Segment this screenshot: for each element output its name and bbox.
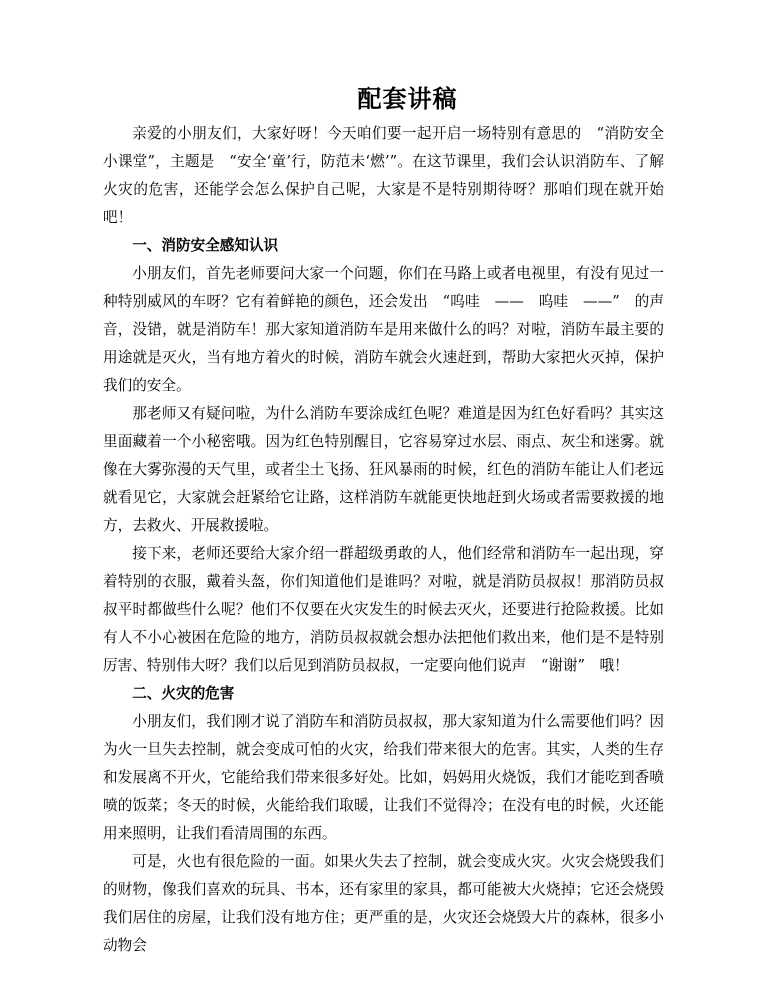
- red-color-paragraph: 那老师又有疑问啦，为什么消防车要涂成红色呢？难道是因为红色好看吗？其实这里面藏着一个小秘密哦。因为红色特别醒目，它容易穿过水层、雨点、灰尘和迷雾。就像在大雾弥漫的天气里，或者尘土飞扬、狂风暴雨的时候，红色的消防车能让人们老远就看见它，大家就会赶紧给它让路，这样消防车就能更快地赶到火场或者需要救援的地方，去救火、开展救援啦。: [103, 405, 664, 534]
- section-1-heading: 一、消防安全感知认识: [132, 237, 279, 254]
- intro-paragraph: 亲爱的小朋友们，大家好呀！今天咱们要一起开启一场特别有意思的 “消防安全小课堂”，主题是 “安全‘童’行，防范未‘燃’”。在这节课里，我们会认识消防车、了解火灾的危害，还能学会怎么保护自己呢，大家是不是特别期待呀？那咱们现在就开始吧！: [103, 125, 664, 226]
- document-page: [103, 83, 664, 960]
- firefighter-paragraph: 接下来，老师还要给大家介绍一群超级勇敢的人，他们经常和消防车一起出现，穿着特别的衣服，戴着头盔，你们知道他们是谁吗？对啦，就是消防员叔叔！那消防员叔叔平时都做些什么呢？他们不仅要在火灾发生的时候去灭火，还要进行抢险救援。比如有人不小心被困在危险的地方，消防员叔叔就会想办法把他们救出来，他们是不是特别厉害、特别伟大呀？我们以后见到消防员叔叔，一定要向他们说声 “谢谢” 哦！: [103, 545, 664, 674]
- fire-truck-paragraph: 小朋友们，首先老师要问大家一个问题，你们在马路上或者电视里，有没有见过一种特别威风的车呀？它有着鲜艳的颜色，还会发出 “呜哇 —— 呜哇 ——” 的声音，没错，就是消防车！那大家知道消防车是用来做什么的吗？对啦，消防车最主要的用途就是灭火，当有地方着火的时候，消防车就会火速赶到，帮助大家把火灭掉，保护我们的安全。: [103, 265, 664, 394]
- fire-benefit-paragraph: 小朋友们，我们刚才说了消防车和消防员叔叔，那大家知道为什么需要他们吗？因为火一旦失去控制，就会变成可怕的火灾，给我们带来很大的危害。其实，人类的生存和发展离不开火，它能给我们带来很多好处。比如，妈妈用火烧饭，我们才能吃到香喷喷的饭菜；冬天的时候，火能给我们取暖，让我们不觉得冷；在没有电的时候，火还能用来照明，让我们看清周围的东西。: [103, 713, 664, 842]
- section-2-heading: 二、火灾的危害: [132, 685, 235, 702]
- document-title: 配套讲稿: [357, 84, 458, 113]
- fire-danger-paragraph: 可是，火也有很危险的一面。如果火失去了控制，就会变成火灾。火灾会烧毁我们的财物，像我们喜欢的玩具、书本，还有家里的家具，都可能被大火烧掉；它还会烧毁我们居住的房屋，让我们没有地方住；更严重的是，火灾还会烧毁大片的森林，很多小动物会: [103, 853, 664, 954]
